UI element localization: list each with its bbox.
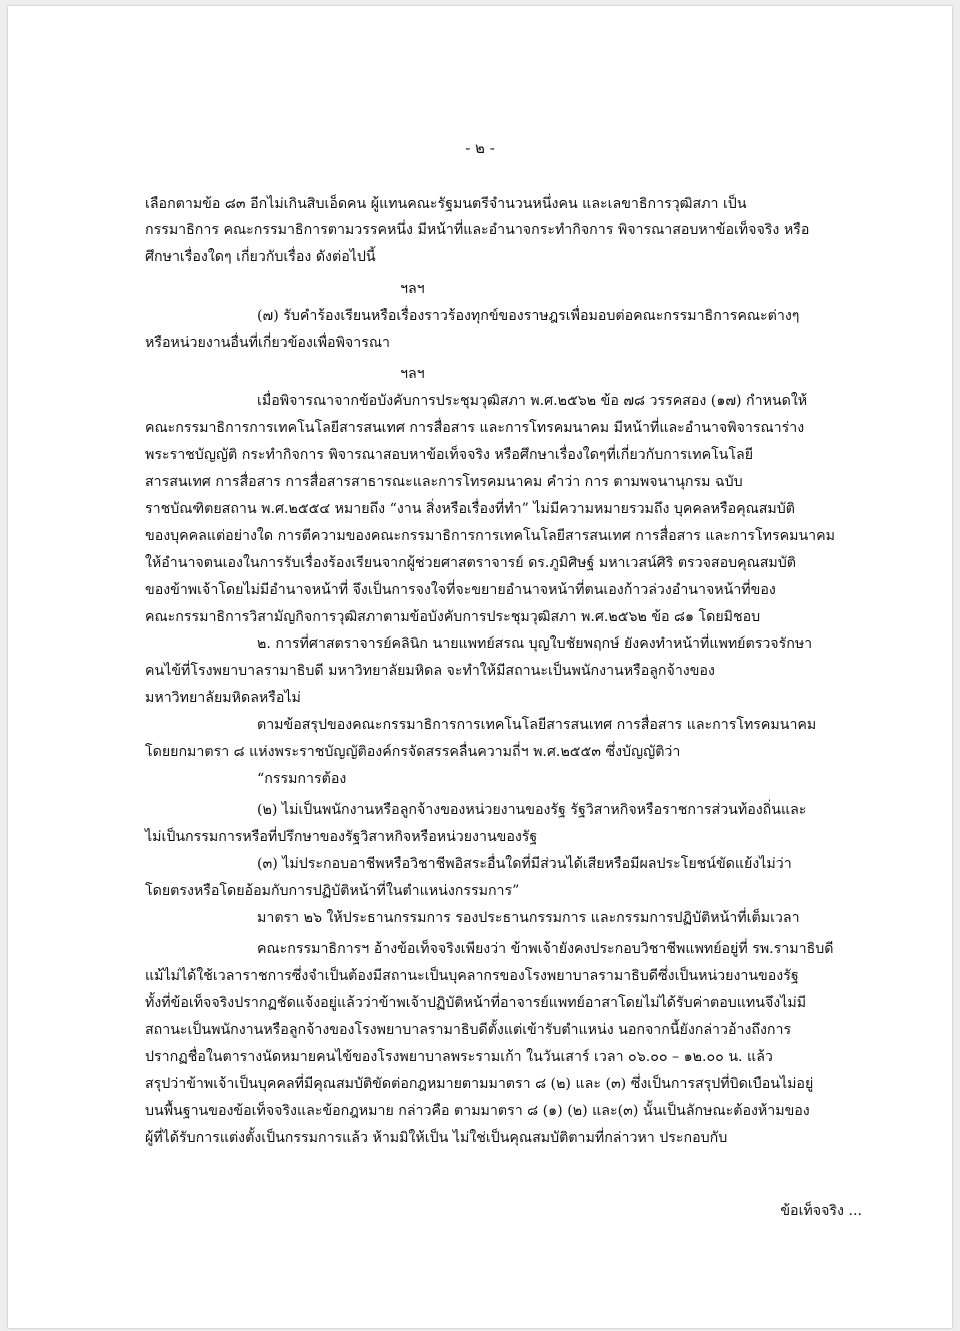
- text-line: ๒. การที่ศาสตราจารย์คลินิก นายแพทย์สรณ บุญใบชัยพฤกษ์ ยังคงทำหน้าที่แพทย์ตรวจรักษา: [257, 636, 813, 652]
- text-line: บนพื้นฐานของข้อเท็จจริงและข้อกฎหมาย กล่าวคือ ตามมาตรา ๘ (๑) (๒) และ(๓) นั้นเป็นลักษณะต้องห้ามของ: [145, 1103, 810, 1119]
- text-line: ของบุคคลแต่อย่างใด การตีความของคณะกรรมาธิการการเทคโนโลยีสารสนเทศ การสื่อสาร และการโทรคมนาคม: [145, 528, 835, 544]
- text-line: ศึกษาเรื่องใดๆ เกี่ยวกับเรื่อง ดังต่อไปนี้: [145, 249, 376, 265]
- text-line: โดยตรงหรือโดยอ้อมกับการปฏิบัติหน้าที่ในตำแหน่งกรรมการ”: [145, 883, 520, 899]
- text-line: (๗) รับคำร้องเรียนหรือเรื่องราวร้องทุกข์ของราษฎรเพื่อมอบต่อคณะกรรมาธิการคณะต่างๆ: [257, 308, 800, 324]
- text-line: พระราชบัญญัติ กระทำกิจการ พิจารณาสอบหาข้อเท็จจริง หรือศึกษาเรื่องใดๆที่เกี่ยวกับการเทคโนโลยี: [145, 447, 754, 463]
- text-line: หรือหน่วยงานอื่นที่เกี่ยวข้องเพื่อพิจารณา: [145, 335, 390, 351]
- text-line: คนไข้ที่โรงพยาบาลรามาธิบดี มหาวิทยาลัยมหิดล จะทำให้มีสถานะเป็นพนักงานหรือลูกจ้างของ: [145, 663, 715, 679]
- text-line: ฯลฯ: [400, 281, 425, 297]
- text-line: (๒) ไม่เป็นพนักงานหรือลูกจ้างของหน่วยงานของรัฐ รัฐวิสาหกิจหรือราชการส่วนท้องถิ่นและ: [257, 802, 807, 818]
- text-line: สารสนเทศ การสื่อสาร การสื่อสารสาธารณะและการโทรคมนาคม คำว่า การ ตามพจนานุกรม ฉบับ: [145, 474, 743, 490]
- text-line: ปรากฏชื่อในตารางนัดหมายคนไข้ของโรงพยาบาลพระรามเก้า ในวันเสาร์ เวลา ๐๖.๐๐ – ๑๒.๐๐ น. แล้ว: [145, 1049, 773, 1065]
- text-line: เลือกตามข้อ ๘๓ อีกไม่เกินสิบเอ็ดคน ผู้แทนคณะรัฐมนตรีจำนวนหนึ่งคน และเลขาธิการวุฒิสภา เป็น: [145, 196, 747, 212]
- text-line: “กรรมการต้อง: [257, 771, 347, 787]
- text-line: (๓) ไม่ประกอบอาชีพหรือวิชาชีพอิสระอื่นใดที่มีส่วนได้เสียหรือมีผลประโยชน์ขัดแย้งไม่ว่า: [257, 856, 792, 872]
- text-line: คณะกรรมาธิการฯ อ้างข้อเท็จจริงเพียงว่า ข้าพเจ้ายังคงประกอบวิชาชีพแพทย์อยู่ที่ รพ.รามาธิบดี: [257, 941, 834, 957]
- page-number: - ๒ -: [465, 139, 495, 157]
- text-line: ตามข้อสรุปของคณะกรรมาธิการการเทคโนโลยีสารสนเทศ การสื่อสาร และการโทรคมนาคม: [257, 717, 817, 733]
- text-line: ฯลฯ: [400, 366, 425, 382]
- text-line: แม้ไม่ได้ใช้เวลาราชการซึ่งจำเป็นต้องมีสถานะเป็นบุคลากรของโรงพยาบาลรามาธิบดีซึ่งเป็นหน่วยงานของรัฐ: [145, 968, 799, 984]
- text-line: เมื่อพิจารณาจากข้อบังคับการประชุมวุฒิสภา พ.ศ.๒๕๖๒ ข้อ ๗๘ วรรคสอง (๑๗) กำหนดให้: [257, 393, 808, 409]
- text-line: โดยยกมาตรา ๘ แห่งพระราชบัญญัติองค์กรจัดสรรคลื่นความถี่ฯ พ.ศ.๒๕๕๓ ซึ่งบัญญัติว่า: [145, 744, 681, 760]
- text-line: ราชบัณฑิตยสถาน พ.ศ.๒๕๕๔ หมายถึง “งาน สิ่งหรือเรื่องที่ทำ” ไม่มีความหมายรวมถึง บุคคลหรือคุณสมบัติ: [145, 501, 795, 517]
- text-line: สรุปว่าข้าพเจ้าเป็นบุคคลที่มีคุณสมบัติขัดต่อกฎหมายตามมาตรา ๘ (๒) และ (๓) ซึ่งเป็นการสรุปที่บิดเบือนไม่อยู่: [145, 1076, 814, 1092]
- document-page: [8, 6, 952, 1328]
- text-line: ไม่เป็นกรรมการหรือที่ปรึกษาของรัฐวิสาหกิจหรือหน่วยงานของรัฐ: [145, 829, 538, 845]
- text-line: มาตรา ๒๖ ให้ประธานกรรมการ รองประธานกรรมการ และกรรมการปฏิบัติหน้าที่เต็มเวลา: [257, 910, 800, 926]
- text-line: สถานะเป็นพนักงานหรือลูกจ้างของโรงพยาบาลรามาธิบดีตั้งแต่เข้ารับตำแหน่ง นอกจากนี้ยังกล่าวอ้างถึงการ: [145, 1022, 792, 1038]
- text-line: คณะกรรมาธิการวิสามัญกิจการวุฒิสภาตามข้อบังคับการประชุมวุฒิสภา พ.ศ.๒๕๖๒ ข้อ ๘๑ โดยมิชอบ: [145, 609, 761, 625]
- text-line: มหาวิทยาลัยมหิดลหรือไม่: [145, 690, 301, 706]
- text-line: คณะกรรมาธิการการเทคโนโลยีสารสนเทศ การสื่อสาร และการโทรคมนาคม มีหน้าที่และอำนาจพิจารณาร่าง: [145, 420, 805, 436]
- text-line: ทั้งที่ข้อเท็จจริงปรากฏชัดแจ้งอยู่แล้วว่าข้าพเจ้าปฏิบัติหน้าที่อาจารย์แพทย์อาสาโดยไม่ได้รับค่าตอบแทนจึงไม่มี: [145, 995, 807, 1011]
- text-line: ผู้ที่ได้รับการแต่งตั้งเป็นกรรมการแล้ว ห้ามมิให้เป็น ไม่ใช่เป็นคุณสมบัติตามที่กล่าวหา ประกอบกับ: [145, 1130, 728, 1146]
- text-line: ให้อำนาจตนเองในการรับเรื่องร้องเรียนจากผู้ช่วยศาสตราจารย์ ดร.ภูมิศิษฐ์ มหาเวสน์ศิริ ตรวจสอบคุณสมบัติ: [145, 555, 797, 571]
- text-line: ของข้าพเจ้าโดยไม่มีอำนาจหน้าที่ จึงเป็นการจงใจที่จะขยายอำนาจหน้าที่ตนเองก้าวล่วงอำนาจหน้าที่ของ: [145, 582, 776, 598]
- text-line: กรรมาธิการ คณะกรรมาธิการตามวรรคหนึ่ง มีหน้าที่และอำนาจกระทำกิจการ พิจารณาสอบหาข้อเท็จจริง หรือ: [145, 222, 810, 238]
- continuation-note: ข้อเท็จจริง ...: [780, 1203, 862, 1219]
